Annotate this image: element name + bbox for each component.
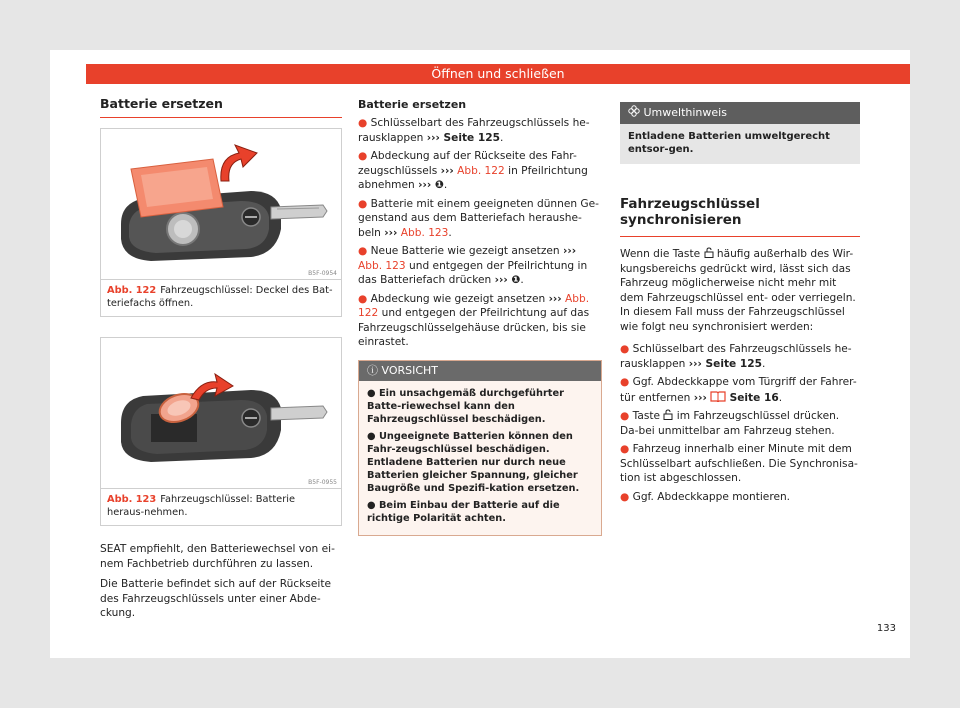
warning-title: VORSICHT <box>381 363 439 377</box>
figure-code: B5F-0954 <box>308 270 337 277</box>
figure-caption-text: Fahrzeugschlüssel: Deckel des Bat-teriefachs öffnen. <box>107 285 333 309</box>
warning-link[interactable]: ››› ❶ <box>418 179 444 191</box>
list-item: ● Schlüsselbart des Fahrzeugschlüssels he-rausklappen ››› Seite 125. <box>358 117 590 144</box>
environment-header <box>620 102 860 124</box>
manual-page <box>50 50 910 658</box>
list-item: ● Ggf. Abdeckkappe montieren. <box>620 490 791 503</box>
warning-item: ● Beim Einbau der Batterie auf die richtige Polarität achten. <box>367 499 560 524</box>
warning-item: ● Ein unsachgemäß durchgeführter Batte-riewechsel kann den Fahrzeugschlüssel beschädigen. <box>367 387 564 425</box>
page-link[interactable]: ››› Seite 125 <box>426 131 501 144</box>
quick-guide-book-icon <box>710 390 726 402</box>
list-item: ● Taste im Fahrzeugschlüssel drücken. Da-bei unmittelbar am Fahrzeug stehen. <box>620 410 840 437</box>
figure-122 <box>100 128 342 317</box>
list-item: ● Neue Batterie wie gezeigt ansetzen ››› Abb. 123 und entgegen der Pfeilrichtung in das Batteriefach drücken ››› ❶. <box>358 245 588 286</box>
page-number: 133 <box>876 623 896 634</box>
figure-number: Abb. 123 <box>107 494 157 505</box>
section-title: Batterie ersetzen <box>100 96 342 118</box>
paragraph: Die Batterie befindet sich auf der Rückseite des Fahrzeugschlüssels unter einer Abde-ckung. <box>100 578 331 619</box>
key-cover-illustration <box>101 129 341 279</box>
left-column <box>100 96 342 627</box>
warning-header <box>359 361 601 381</box>
flower-icon <box>628 105 640 117</box>
unlock-icon <box>663 409 673 420</box>
warning-item: ● Ungeeignete Batterien können den Fahr-zeugschlüssel beschädigen. Entladene Batterien nur durch neue Batterien gleicher Spannung, gleicher Baugröße und Spezifi-kation ersetzen. <box>367 430 580 494</box>
figure-caption <box>101 489 341 525</box>
paragraph: Wenn die Taste häufig außerhalb des Wir-kungsbereichs gedrückt wird, lässt sich das Fahrzeug möglicherweise nicht mehr mit dem Fahrzeugschlüssel ent- oder verriegeln. In diesem Fall muss der Fahrzeugschlüssel wie folgt neu synchronisiert werden: <box>620 248 856 333</box>
middle-column <box>358 98 602 536</box>
figure-link[interactable]: Abb. 122 <box>358 292 590 319</box>
key-cover-image <box>101 129 341 280</box>
list-item: ● Abdeckung wie gezeigt ansetzen ››› Abb. 122 und entgegen der Pfeilrichtung auf das Fahrzeugschlüsselgehäuse drücken, bis sie einrastet. <box>358 292 590 348</box>
figure-code: B5F-0955 <box>308 479 337 486</box>
warning-body <box>359 381 601 535</box>
figure-caption <box>101 280 341 316</box>
page-link[interactable]: Seite 16 <box>729 391 779 404</box>
key-battery-image <box>101 338 341 489</box>
warning-link[interactable]: ››› ❶ <box>494 274 521 286</box>
chapter-header: Öffnen und schließen <box>86 64 910 84</box>
key-battery-illustration <box>101 338 341 488</box>
environment-text: Entladene Batterien umweltgerecht entsor-gen. <box>628 131 830 155</box>
list-item: ● Ggf. Abdeckkappe vom Türgriff der Fahrer-tür entfernen ››› Seite 16. <box>620 376 857 404</box>
list-item: ● Fahrzeug innerhalb einer Minute mit dem Schlüsselbart aufschließen. Die Synchronisa-tion ist abgeschlossen. <box>620 443 858 484</box>
figure-caption-text: Fahrzeugschlüssel: Batterie heraus-nehmen. <box>107 494 295 518</box>
figure-link[interactable]: Abb. 123 <box>358 259 406 272</box>
figure-link[interactable]: Abb. 122 <box>457 164 505 177</box>
page-link[interactable]: ››› Seite 125 <box>688 357 763 370</box>
figure-number: Abb. 122 <box>107 285 157 296</box>
steps-heading: Batterie ersetzen <box>358 98 467 111</box>
figure-123 <box>100 337 342 526</box>
list-item: ● Schlüsselbart des Fahrzeugschlüssels he-rausklappen ››› Seite 125. <box>620 343 852 370</box>
figure-link[interactable]: Abb. 123 <box>400 226 449 239</box>
list-item: ● Abdeckung auf der Rückseite des Fahr-zeugschlüssels ››› Abb. 122 in Pfeilrichtung abnehmen ››› ❶. <box>358 150 588 191</box>
paragraph: SEAT empfiehlt, den Batteriewechsel von ei-nem Fachbetrieb durchführen zu lassen. <box>100 543 335 570</box>
info-icon: ⓘ <box>367 363 378 377</box>
list-item: ● Batterie mit einem geeigneten dünnen Ge-genstand aus dem Batteriefach heraushe-beln ››› Abb. 123. <box>358 197 599 239</box>
environment-title: Umwelthinweis <box>643 106 727 119</box>
right-column <box>620 102 860 508</box>
unlock-icon <box>704 247 714 258</box>
warning-box <box>358 360 602 536</box>
environment-note <box>620 102 860 164</box>
section-title: Fahrzeugschlüssel synchronisieren <box>620 196 860 237</box>
